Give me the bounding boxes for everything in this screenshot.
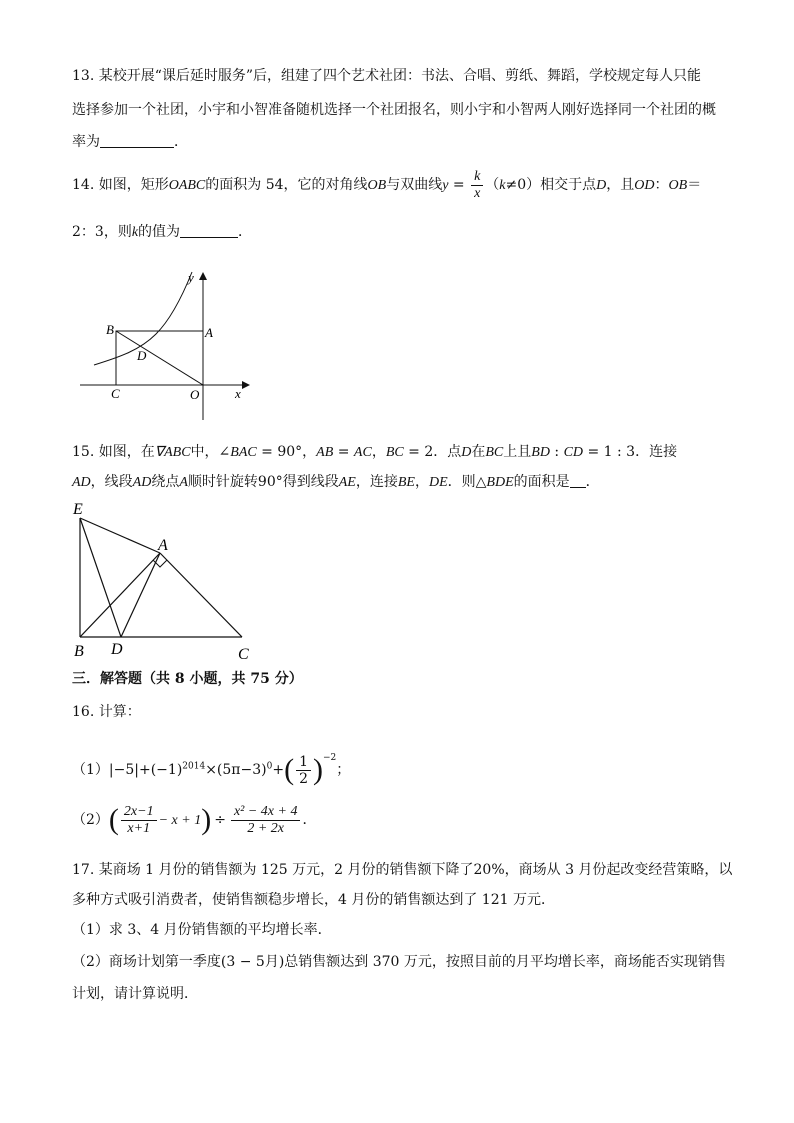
q14-text-4: （ (485, 177, 500, 193)
q14-text-1: 14. 如图，矩形 (72, 177, 169, 193)
q14-answer-blank (180, 223, 238, 238)
q16-p2-end: ． (302, 812, 317, 828)
q14-label-c: C (111, 386, 120, 401)
q17-line-4: （2）商场计划第一季度(3 − 5月)总销售额达到 370 万元，按照目前的月平均增长率，商场能否实现销售 (72, 954, 726, 970)
q15-var-d: D (461, 445, 472, 460)
q17-line-3: （1）求 3、4 月份销售额的平均增长率． (72, 922, 332, 938)
q14-eq: = (448, 177, 470, 193)
q16-p2-paren-open: ( (108, 803, 119, 836)
q17-line-1: 17. 某商场 1 月份的销售额为 125 万元，2 月份的销售额下降了20%，商场从 3 月份起改变经营策略，以 (72, 862, 733, 878)
q15-var-ab: AB (316, 445, 334, 460)
q15-label-b: B (74, 643, 84, 660)
q13-line-2: 选择参加一个社团，小宇和小智准备随机选择一个社团报名，则小宇和小智两人刚好选择同一个社团的概 (72, 102, 716, 118)
q14-label-x: x (235, 386, 241, 401)
q16-p1-plus: + (272, 762, 285, 778)
q15-line-1 (72, 442, 677, 463)
q16-p1-label: （1） (72, 762, 109, 778)
q16-p2-frac1-num: 2x−1 (121, 804, 157, 821)
q16-part-2 (72, 800, 316, 841)
q14-var-k: k (499, 178, 506, 193)
q14-text-7: ： (654, 177, 669, 193)
q16-p1-expr-b: ×(5π−3) (205, 762, 267, 778)
q16-p1-expr-a: |−5|+(−1) (108, 762, 183, 778)
q14-line2-mid: 的值为 (138, 224, 181, 240)
q15-label-e: E (73, 501, 83, 518)
q16-p1-frac-den: 2 (299, 770, 308, 787)
section-3-heading: 三．解答题（共 8 小题，共 75 分） (72, 671, 303, 687)
q15-var-point-a: A (179, 475, 188, 490)
q15-var-ad2: AD (132, 475, 152, 490)
q15-l2-text-c: 顺时针旋转90°得到线段 (187, 474, 339, 490)
q14-frac-num: k (471, 169, 483, 186)
q14-text-2: 的面积为 54，它的对角线 (205, 177, 368, 193)
q16-p2-frac1-den: x+1 (127, 820, 151, 836)
q13-line-3 (72, 132, 188, 152)
q15-text-7: 在 (471, 444, 486, 460)
q15-var-bd: BD (531, 445, 550, 460)
q16-p1-exponent-0: 0 (266, 761, 273, 772)
q16-p2-mid: − x + 1 (158, 813, 202, 828)
q14-y-arrow (199, 272, 207, 280)
q16-p2-frac2-den: 2 + 2x (247, 820, 285, 836)
q15-text-5: ， (371, 444, 386, 460)
q15-text-2: 中，∠ (190, 444, 231, 460)
q14-var-d: D (596, 178, 607, 193)
q15-l2-text-h: ． (585, 474, 600, 490)
q16-p1-exponent-neg2: −2 (323, 753, 337, 763)
q14-line2-suffix: ． (238, 224, 253, 240)
q16-p2-fraction-2 (231, 804, 301, 837)
q14-text-3: 与双曲线 (386, 177, 443, 193)
q14-label-b: B (106, 322, 114, 337)
q16-p2-frac2-num: x² − 4x + 4 (231, 804, 301, 821)
q15-var-bc: BC (385, 445, 404, 460)
q16-part-1 (72, 738, 350, 790)
q15-answer-blank (570, 473, 586, 488)
q15-line-2 (72, 472, 600, 493)
q14-var-ob: OB (367, 178, 387, 193)
q16-p1-paren-open: ( (284, 753, 295, 786)
q16-p1-paren-close: ) (313, 753, 323, 786)
q14-diagonal-ob (116, 331, 203, 385)
q15-label-c: C (238, 646, 249, 663)
q15-l2-text-a: ，线段 (90, 474, 133, 490)
q15-label-a: A (158, 537, 168, 554)
q14-text-6: ，且 (606, 177, 635, 193)
q15-l2-text-e: ， (414, 474, 429, 490)
q14-line2-prefix: 2：3，则 (72, 224, 132, 240)
q15-l2-text-b: 绕点 (151, 474, 180, 490)
q16-p1-fraction (296, 754, 311, 787)
q14-var-k2: k (131, 225, 139, 240)
q14-label-o: O (190, 387, 200, 402)
q16-p1-exponent-2014: 2014 (182, 761, 206, 772)
q15-segment-ac (160, 553, 242, 637)
q15-segment-ba (80, 553, 160, 637)
q15-var-de: DE (428, 475, 448, 490)
q15-l2-text-f: ．则△ (447, 474, 487, 490)
q15-segment-ea (80, 518, 160, 553)
q14-fraction (471, 169, 483, 202)
q14-var-ob2: OB (668, 178, 688, 193)
q14-var-oabc: OABC (168, 178, 206, 193)
q15-triangle-abc: ∇ABC (154, 445, 191, 460)
q15-text-8: 上且 (503, 444, 532, 460)
q16-p2-paren-close: ) (201, 803, 212, 836)
q16-p2-label: （2） (72, 812, 109, 828)
q15-l2-text-d: ，连接 (355, 474, 398, 490)
q15-text-6: = 2．点 (403, 444, 462, 460)
q16-p2-fraction-1 (121, 804, 157, 837)
q15-segment-ad (121, 553, 160, 637)
q14-line-2 (72, 222, 252, 243)
q14-var-od: OD (634, 178, 655, 193)
q13-suffix: ． (174, 134, 188, 150)
q14-line-1 (72, 168, 701, 203)
q16-title: 16. 计算： (72, 704, 141, 720)
q14-text-8: ＝ (687, 177, 702, 193)
q15-var-cd: CD (563, 445, 584, 460)
q17-line-5: 计划，请计算说明． (72, 986, 198, 1002)
q14-text-5: ≠0）相交于点 (505, 177, 597, 193)
q14-x-arrow (242, 381, 250, 389)
q14-label-y: y (188, 270, 194, 285)
q17-line-2: 多种方式吸引消费者，使销售额稳步增长，4 月份的销售额达到了 121 万元． (72, 892, 555, 908)
q13-prefix: 率为 (72, 134, 100, 150)
q15-text-9: : (549, 444, 564, 460)
q15-figure (66, 496, 266, 668)
q15-label-d: D (111, 641, 123, 658)
q15-var-ac: AC (353, 445, 372, 460)
q15-text-10: = 1 : 3．连接 (583, 444, 678, 460)
q15-var-bc2: BC (485, 445, 504, 460)
q13-answer-blank (100, 133, 174, 148)
q15-angle-bac: BAC (230, 445, 257, 460)
q15-segment-ed (80, 518, 121, 637)
q14-label-a: A (205, 325, 213, 340)
q15-var-bde: BDE (486, 475, 514, 490)
q15-text-4: = (333, 444, 354, 460)
q15-text-3: = 90°， (256, 444, 317, 460)
q14-frac-den: x (474, 185, 481, 201)
q15-var-ae: AE (338, 475, 356, 490)
q15-l2-text-g: 的面积是 (513, 474, 570, 490)
q15-var-ad: AD (72, 475, 91, 490)
q14-var-y: y (442, 178, 449, 193)
q13-line-1: 13. 某校开展“课后延时服务”后，组建了四个艺术社团：书法、合唱、剪纸、舞蹈，学校规定每人只能 (72, 68, 702, 84)
q16-p2-divide: ÷ (214, 812, 226, 828)
q14-figure (70, 262, 260, 427)
q16-p1-end: ； (336, 762, 351, 778)
q16-p1-frac-num: 1 (296, 754, 311, 771)
q15-text-1: 15. 如图，在 (72, 444, 155, 460)
q15-var-be: BE (397, 475, 415, 490)
q14-label-d: D (137, 348, 147, 363)
